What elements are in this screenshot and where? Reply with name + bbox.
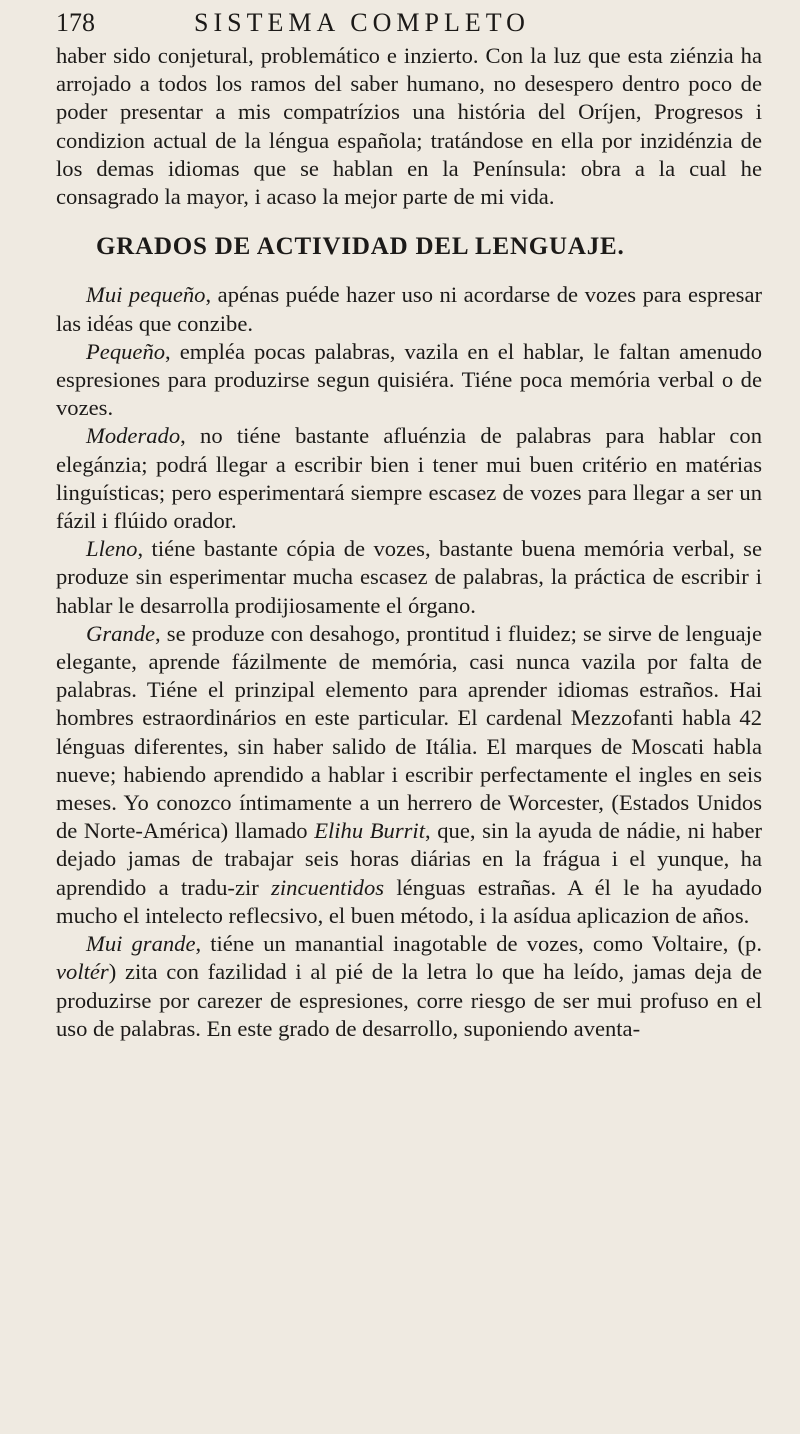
paragraph-body: , empléa pocas palabras, vazila en el hablar, le faltan amenudo espresiones para produzirse segun quisiéra. Tiéne poca memória verbal o de vozes.	[56, 338, 762, 421]
paragraph-body: , no tiéne bastante afluénzia de palabras para hablar con elegánzia; podrá llegar a escribir bien i tener mui buen critério en matérias linguísticas; pero esperimentará siempre escasez de vozes para llegar a ser un fázil i flúido orador.	[56, 423, 762, 534]
paragraph-lleno	[56, 535, 762, 620]
person-name: Elihu Burrit	[314, 818, 425, 844]
pronunciation: voltér	[56, 959, 109, 985]
paragraph-body: , tiéne bastante cópia de vozes, bastante buena memória verbal, se produze sin esperimentar mucha escasez de palabras, la práctica de escribir i hablar le desarrolla prodijiosamente el órgano.	[56, 536, 762, 618]
section-heading: GRADOS DE ACTIVIDAD DEL LENGUAJE.	[96, 233, 625, 261]
term: Grande	[86, 620, 156, 646]
term: Lleno	[86, 536, 138, 562]
paragraph-body: , apénas puéde hazer uso ni acordarse de vozes para espresar las idéas que conzibe.	[56, 282, 762, 336]
paragraph-body: , tiéne un manantial inagotable de vozes, como Voltaire, (p.	[195, 931, 763, 957]
term: Pequeño	[86, 338, 166, 364]
paragraph-body: , se produze con desahogo, prontitud i fluidez; se sirve de lenguaje elegante, aprende fázilmente de memória, casi nunca vazila por falta de palabras. Tiéne el prinzipal elemento para aprender idiomas estraños. Hai hombres estraordinários en este particular. El cardenal Mezzofanti habla 42 lénguas diferentes, sin haber salido de Itália. El marques de Moscati habla nueve; habiendo aprendido a hablar i escribir perfectamente el ingles en seis meses. Yo conozco íntimamente a un herrero de Worcester, (Estados Unidos de Norte-América) llamado	[56, 620, 762, 844]
intro-paragraph: haber sido conjetural, problemático e inzierto. Con la luz que esta ziénzia ha arrojado a todos los ramos del saber humano, no desespero dentro poco de poder presentar a mis compatrízios una história del Oríjen, Progresos i condizion actual de la léngua española; tratándose en ella por inzidénzia de los demas idiomas que se hablan en la Península: obra a la cual he consagrado la mayor, i acaso la mejor parte de mi vida.	[56, 43, 762, 210]
running-head	[56, 8, 762, 42]
term: Mui pequeño	[86, 282, 206, 308]
page-number: 178	[56, 8, 95, 37]
paragraph-body: lénguas estrañas. A él le ha ayudado mucho el intelecto reflecsivo, el buen método, i la asídua aplicazion de años.	[56, 874, 762, 928]
term: Moderado	[86, 423, 181, 449]
paragraph-mui-grande	[56, 930, 762, 1043]
paragraph-body: , que, sin la ayuda de nádie, ni haber dejado jamas de trabajar seis horas diárias en la frágua i el yunque, ha aprendido a tradu-zir	[56, 818, 762, 900]
paragraph-mui-pequeno	[56, 281, 762, 337]
term: Mui grande	[86, 931, 196, 957]
body-text	[56, 42, 762, 1043]
running-title: SISTEMA COMPLETO	[194, 8, 530, 37]
number-word: zincuentidos	[271, 874, 385, 900]
paragraph-pequeno	[56, 338, 762, 423]
paragraph-body: ) zita con fazilidad i al pié de la letra lo que ha leído, jamas deja de produzirse por carezer de espresiones, corre riesgo de ser mui profuso en el uso de palabras. En este grado de desarrollo, suponiendo aventa-	[56, 959, 762, 1041]
paragraph-grande	[56, 620, 762, 930]
paragraph-moderado	[56, 422, 762, 535]
